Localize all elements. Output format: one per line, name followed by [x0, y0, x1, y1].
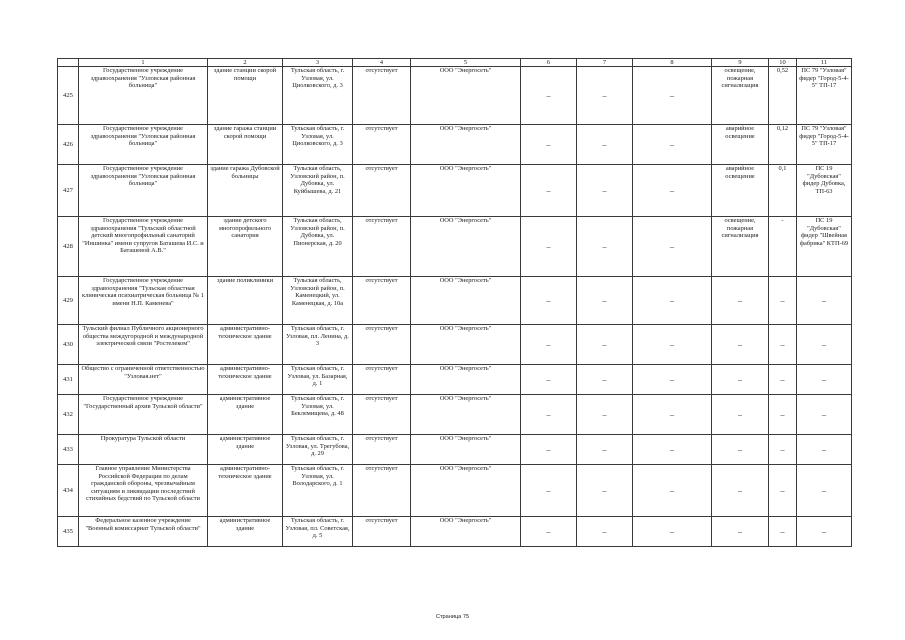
status-cell: отсутствует	[353, 125, 411, 165]
col6-cell: –	[521, 125, 577, 165]
table-row	[58, 365, 852, 395]
col11-cell: ПС 79 "Узловая" фидер "Город-5-4-5" ТП-17	[797, 67, 852, 125]
object-cell: здание гаража станции скорой помощи	[208, 125, 283, 165]
organization-cell: Государственное учреждение здравоохранения "Узловская районная больница"	[79, 67, 208, 125]
col7-cell: –	[577, 217, 633, 277]
header-cell: 3	[283, 59, 353, 67]
col8-cell: –	[633, 465, 712, 517]
col6-cell: –	[521, 465, 577, 517]
object-cell: здание гаража Дубовской больницы	[208, 165, 283, 217]
address-cell: Тульская область, г. Узловая, ул. Базарная, д. 1	[283, 365, 353, 395]
company-cell: ООО "Энергосеть"	[411, 277, 521, 325]
organization-cell: Тульский филиал Публичного акционерного общества междугородной и международной электрической связи "Ростелеком"	[79, 325, 208, 365]
col7-cell: –	[577, 395, 633, 435]
row-number: 428	[58, 217, 79, 277]
company-cell: ООО "Энергосеть"	[411, 365, 521, 395]
col11-cell: –	[797, 365, 852, 395]
col10-cell: –	[769, 395, 797, 435]
col8-cell: –	[633, 517, 712, 547]
row-number: 432	[58, 395, 79, 435]
col10-cell: –	[769, 277, 797, 325]
organization-cell: Государственное учреждение здравоохранения "Узловская районная больница"	[79, 165, 208, 217]
col11-cell: –	[797, 277, 852, 325]
col7-cell: –	[577, 465, 633, 517]
col6-cell: –	[521, 67, 577, 125]
header-cell: 5	[411, 59, 521, 67]
col8-cell: –	[633, 395, 712, 435]
organization-cell: Общество с ограниченной ответственностью "Узловая.нет"	[79, 365, 208, 395]
col10-cell: –	[769, 325, 797, 365]
company-cell: ООО "Энергосеть"	[411, 517, 521, 547]
address-cell: Тульская область, г. Узловая, ул. Володарского, д. 1	[283, 465, 353, 517]
company-cell: ООО "Энергосеть"	[411, 435, 521, 465]
header-cell: 11	[797, 59, 852, 67]
company-cell: ООО "Энергосеть"	[411, 217, 521, 277]
data-table	[57, 58, 852, 547]
col6-cell: –	[521, 217, 577, 277]
col10-cell: –	[769, 435, 797, 465]
col6-cell: –	[521, 325, 577, 365]
company-cell: ООО "Энергосеть"	[411, 325, 521, 365]
col9-cell: –	[712, 435, 769, 465]
col9-cell: аварийное освещение	[712, 125, 769, 165]
col11-cell: –	[797, 465, 852, 517]
object-cell: административное здание	[208, 395, 283, 435]
address-cell: Тульская область, г. Узловая, ул. Циолковского, д. 3	[283, 67, 353, 125]
table-row	[58, 277, 852, 325]
company-cell: ООО "Энергосеть"	[411, 67, 521, 125]
table-row	[58, 435, 852, 465]
organization-cell: Государственное учреждение "Государственный архив Тульской области"	[79, 395, 208, 435]
object-cell: здание станции скорой помощи	[208, 67, 283, 125]
col9-cell: аварийное освещение	[712, 165, 769, 217]
col10-cell: –	[769, 365, 797, 395]
col7-cell: –	[577, 365, 633, 395]
status-cell: отсутствует	[353, 465, 411, 517]
col11-cell: ПС 19 "Дубовская" фидер Дубовка, ТП-63	[797, 165, 852, 217]
header-row	[58, 59, 852, 67]
col8-cell: –	[633, 435, 712, 465]
row-number: 425	[58, 67, 79, 125]
header-cell: 10	[769, 59, 797, 67]
col11-cell: –	[797, 325, 852, 365]
header-cell: 8	[633, 59, 712, 67]
col8-cell: –	[633, 165, 712, 217]
object-cell: административное здание	[208, 517, 283, 547]
address-cell: Тульская область, г. Узловая, ул. Беклемищева, д. 48	[283, 395, 353, 435]
address-cell: Тульская область, г. Узловая, ул. Трегубова, д. 29	[283, 435, 353, 465]
company-cell: ООО "Энергосеть"	[411, 395, 521, 435]
status-cell: отсутствует	[353, 165, 411, 217]
row-number: 430	[58, 325, 79, 365]
status-cell: отсутствует	[353, 365, 411, 395]
table-row	[58, 217, 852, 277]
object-cell: административное здание	[208, 435, 283, 465]
col11-cell: ПС 19 "Дубовская" фидер "Швейная фабрика" КТП-69	[797, 217, 852, 277]
table-row	[58, 67, 852, 125]
col6-cell: –	[521, 165, 577, 217]
status-cell: отсутствует	[353, 517, 411, 547]
row-number: 429	[58, 277, 79, 325]
address-cell: Тульская область, г. Узловая, пл. Ленина, д. 3	[283, 325, 353, 365]
row-number: 426	[58, 125, 79, 165]
col9-cell: –	[712, 517, 769, 547]
col8-cell: –	[633, 365, 712, 395]
col10-cell: -	[769, 217, 797, 277]
organization-cell: Государственное учреждение здравоохранения "Узловская районная больница"	[79, 125, 208, 165]
status-cell: отсутствует	[353, 67, 411, 125]
table-row	[58, 165, 852, 217]
table-row	[58, 517, 852, 547]
organization-cell: Прокуратура Тульской области	[79, 435, 208, 465]
header-cell-blank	[58, 59, 79, 67]
table-row	[58, 465, 852, 517]
col9-cell: –	[712, 395, 769, 435]
page-number: Страница 75	[435, 614, 470, 620]
status-cell: отсутствует	[353, 435, 411, 465]
col7-cell: –	[577, 517, 633, 547]
col7-cell: –	[577, 277, 633, 325]
row-number: 433	[58, 435, 79, 465]
col7-cell: –	[577, 435, 633, 465]
row-number: 434	[58, 465, 79, 517]
organization-cell: Государственное учреждение здравоохранения "Тульский областной детский многопрофильный санаторий "Иншинка" имени супругов Баташева И.С. и Баташевой А.В."	[79, 217, 208, 277]
status-cell: отсутствует	[353, 217, 411, 277]
col6-cell: –	[521, 517, 577, 547]
address-cell: Тульская область, Узловский район, п. Дубовка, ул. Куйбышева, д. 21	[283, 165, 353, 217]
status-cell: отсутствует	[353, 395, 411, 435]
organization-cell: Государственное учреждение здравоохранения "Тульская областная клиническая психиатрическая больница № 1 имени Н.П. Каменева"	[79, 277, 208, 325]
row-number: 431	[58, 365, 79, 395]
col11-cell: ПС 79 "Узловая" фидер "Город-5-4-5" ТП-17	[797, 125, 852, 165]
col9-cell: –	[712, 365, 769, 395]
table-row	[58, 395, 852, 435]
row-number: 427	[58, 165, 79, 217]
object-cell: здание детского многопрофильного санатория	[208, 217, 283, 277]
address-cell: Тульская область, г. Узловая, пл. Советская, д. 5	[283, 517, 353, 547]
header-cell: 4	[353, 59, 411, 67]
header-cell: 1	[79, 59, 208, 67]
col8-cell: –	[633, 277, 712, 325]
row-number: 435	[58, 517, 79, 547]
address-cell: Тульская область, Узловский район, п. Каменецкий, ул. Каменецкая, д. 10а	[283, 277, 353, 325]
col6-cell: –	[521, 395, 577, 435]
col10-cell: 0,1	[769, 165, 797, 217]
col10-cell: –	[769, 517, 797, 547]
status-cell: отсутствует	[353, 325, 411, 365]
col8-cell: –	[633, 325, 712, 365]
object-cell: административно-техническое здание	[208, 465, 283, 517]
address-cell: Тульская область, Узловский район, п. Дубовка, ул. Пионерская, д. 20	[283, 217, 353, 277]
col7-cell: –	[577, 325, 633, 365]
col6-cell: –	[521, 277, 577, 325]
col9-cell: –	[712, 277, 769, 325]
col11-cell: –	[797, 435, 852, 465]
company-cell: ООО "Энергосеть"	[411, 165, 521, 217]
col8-cell: –	[633, 217, 712, 277]
object-cell: здание поликлиники	[208, 277, 283, 325]
col9-cell: освещение, пожарная сигнализация	[712, 67, 769, 125]
col6-cell: –	[521, 365, 577, 395]
company-cell: ООО "Энергосеть"	[411, 125, 521, 165]
col9-cell: –	[712, 465, 769, 517]
col11-cell: –	[797, 517, 852, 547]
col10-cell: 0,12	[769, 125, 797, 165]
organization-cell: Федеральное казенное учреждение "Военный комиссариат Тульской области"	[79, 517, 208, 547]
table-row	[58, 325, 852, 365]
col7-cell: –	[577, 125, 633, 165]
col10-cell: –	[769, 465, 797, 517]
header-cell: 9	[712, 59, 769, 67]
col9-cell: освещение, пожарная сигнализация	[712, 217, 769, 277]
col7-cell: –	[577, 67, 633, 125]
col9-cell: –	[712, 325, 769, 365]
header-cell: 7	[577, 59, 633, 67]
status-cell: отсутствует	[353, 277, 411, 325]
address-cell: Тульская область, г. Узловая, ул. Циолковского, д. 3	[283, 125, 353, 165]
table-row	[58, 125, 852, 165]
col10-cell: 0,52	[769, 67, 797, 125]
company-cell: ООО "Энергосеть"	[411, 465, 521, 517]
col8-cell: –	[633, 67, 712, 125]
object-cell: административно-техническое здание	[208, 325, 283, 365]
col8-cell: –	[633, 125, 712, 165]
organization-cell: Главное управление Министерства Российской Федерации по делам гражданской обороны, чрезвычайным ситуациям и ликвидации последствий стихийных бедствий по Тульской области	[79, 465, 208, 517]
object-cell: административно-техническое здание	[208, 365, 283, 395]
header-cell: 6	[521, 59, 577, 67]
col6-cell: –	[521, 435, 577, 465]
col7-cell: –	[577, 165, 633, 217]
col11-cell: –	[797, 395, 852, 435]
header-cell: 2	[208, 59, 283, 67]
